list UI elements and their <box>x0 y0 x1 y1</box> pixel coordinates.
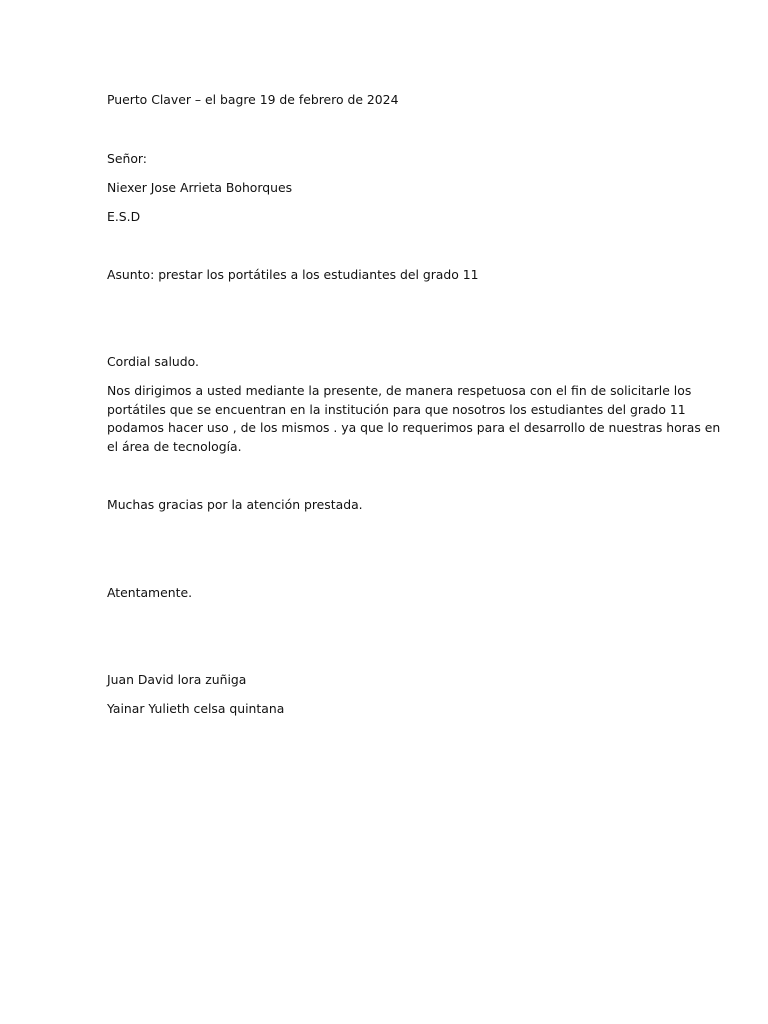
thanks-line: Muchas gracias por la atención prestada. <box>107 497 363 512</box>
subject-line: Asunto: prestar los portátiles a los estudiantes del grado 11 <box>107 267 479 282</box>
body-line: Nos dirigimos a usted mediante la presente, de manera respetuosa con el fin de solicitarle los <box>107 383 692 398</box>
recipient-abbrev: E.S.D <box>107 209 141 224</box>
body-line: podamos hacer uso , de los mismos . ya que lo requerimos para el desarrollo de nuestras horas en <box>107 420 721 435</box>
place-date: Puerto Claver – el bagre 19 de febrero de 2024 <box>107 92 399 107</box>
body-paragraph <box>107 382 721 456</box>
salutation-title: Señor: <box>107 151 147 166</box>
signatory-name: Yainar Yulieth celsa quintana <box>107 701 285 716</box>
body-line: el área de tecnología. <box>107 438 242 454</box>
signatory-name: Juan David lora zuñiga <box>107 672 247 687</box>
closing: Atentamente. <box>107 585 193 600</box>
greeting: Cordial saludo. <box>107 354 199 369</box>
body-line: portátiles que se encuentran en la institución para que nosotros los estudiantes del grado 11 <box>107 401 686 417</box>
recipient-name: Niexer Jose Arrieta Bohorques <box>107 180 293 195</box>
